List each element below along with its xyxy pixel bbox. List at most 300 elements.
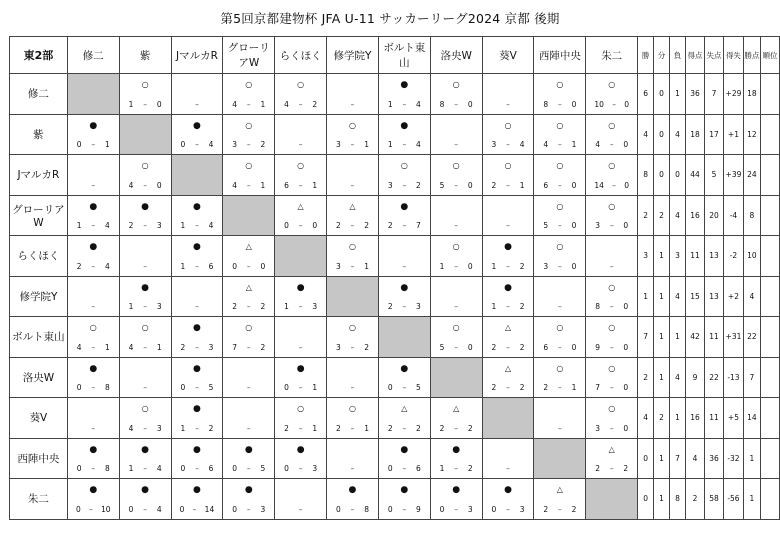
- stat-cell: 2: [686, 479, 705, 520]
- stat-cell: -56: [723, 479, 743, 520]
- score-separator: –: [143, 423, 147, 433]
- match-score: [534, 221, 585, 230]
- score-separator: –: [454, 140, 459, 149]
- stat-cell: 16: [686, 398, 705, 439]
- score-against: 0: [624, 99, 629, 109]
- stat-cell: 8: [743, 195, 760, 236]
- score-for: 14: [594, 180, 604, 190]
- match-result-cell: [67, 195, 119, 236]
- column-header-stat: 失点: [704, 37, 723, 74]
- score-against: 2: [519, 261, 525, 271]
- match-score: [534, 262, 585, 271]
- score-for: 1: [491, 261, 497, 271]
- stat-cell: 36: [704, 438, 723, 479]
- result-mark: ●: [348, 485, 357, 495]
- column-header-team: らくほく: [275, 37, 327, 74]
- score-separator: –: [557, 504, 562, 514]
- score-separator: –: [506, 140, 510, 149]
- table-row: [10, 317, 780, 358]
- match-score: [68, 262, 119, 271]
- match-result-cell: [327, 398, 379, 439]
- score-against: 1: [364, 140, 369, 149]
- result-mark: ○: [348, 120, 356, 130]
- score-against: 0: [623, 140, 629, 149]
- score-for: 1: [180, 261, 186, 271]
- match-score: [431, 181, 482, 190]
- score-separator: –: [91, 221, 96, 230]
- score-separator: –: [298, 464, 303, 473]
- result-mark: ●: [193, 201, 201, 212]
- match-score: [483, 302, 534, 311]
- score-against: 3: [519, 504, 525, 514]
- score-separator: –: [402, 504, 407, 514]
- stat-cell: 4: [638, 398, 654, 439]
- score-for: 0: [387, 464, 393, 473]
- score-against: 0: [623, 302, 629, 311]
- score-against: 0: [467, 99, 473, 109]
- stat-cell: -13: [723, 357, 743, 398]
- score-for: 2: [491, 180, 497, 190]
- score-for: 0: [128, 504, 134, 514]
- score-against: 0: [260, 261, 266, 271]
- self-match-cell: [327, 276, 379, 317]
- match-score: [483, 181, 534, 190]
- score-for: 0: [284, 383, 289, 392]
- stat-cell: +29: [723, 74, 743, 115]
- score-for: 0: [232, 464, 238, 473]
- score-separator: –: [350, 261, 355, 271]
- result-mark: △: [245, 282, 252, 292]
- score-separator: –: [609, 464, 614, 473]
- match-result-cell: [223, 398, 275, 439]
- score-separator: –: [91, 261, 96, 271]
- result-mark: ○: [297, 404, 305, 413]
- self-match-cell: [171, 155, 223, 196]
- column-header-team: JマルカR: [171, 37, 223, 74]
- stat-cell: 1: [654, 357, 670, 398]
- match-score: [327, 464, 378, 473]
- score-for: 8: [543, 99, 549, 109]
- result-mark: ○: [400, 161, 408, 170]
- score-against: 8: [104, 383, 110, 392]
- match-score: [483, 262, 534, 271]
- match-score: [172, 505, 223, 514]
- stat-cell: 18: [743, 74, 760, 115]
- score-against: 14: [204, 504, 215, 514]
- score-separator: –: [246, 180, 251, 190]
- match-score: [431, 505, 482, 514]
- row-team-name: 葵V: [10, 398, 68, 439]
- score-against: 2: [519, 383, 525, 392]
- match-score: [586, 221, 637, 230]
- row-team-name: 修学院Y: [10, 276, 68, 317]
- result-mark: ○: [89, 323, 97, 332]
- score-against: 1: [571, 140, 577, 149]
- score-separator: –: [143, 464, 147, 473]
- table-row: [10, 236, 780, 277]
- stat-cell: 36: [686, 74, 705, 115]
- score-against: 0: [623, 221, 629, 230]
- result-mark: ●: [400, 80, 409, 90]
- stat-cell: [760, 155, 779, 196]
- match-score: [223, 464, 274, 473]
- score-for: 0: [387, 383, 393, 392]
- score-separator: –: [350, 423, 355, 433]
- score-for: 2: [335, 221, 341, 230]
- match-result-cell: [275, 74, 327, 115]
- stat-cell: 4: [686, 438, 705, 479]
- score-separator: –: [454, 261, 459, 271]
- score-separator: –: [402, 140, 407, 149]
- result-mark: ○: [245, 80, 253, 89]
- match-result-cell: [119, 276, 171, 317]
- score-for: 2: [387, 221, 393, 230]
- match-result-cell: [534, 357, 586, 398]
- score-against: 3: [156, 423, 162, 433]
- score-against: 1: [364, 423, 369, 433]
- result-mark: ●: [141, 444, 150, 455]
- match-score: [172, 343, 223, 352]
- result-mark: ○: [245, 323, 253, 332]
- score-separator: –: [350, 464, 355, 473]
- match-result-cell: [586, 357, 638, 398]
- match-result-cell: [482, 195, 534, 236]
- match-result-cell: [275, 398, 327, 439]
- match-score: [68, 464, 119, 473]
- self-match-cell: [482, 398, 534, 439]
- score-for: 0: [75, 504, 81, 514]
- score-separator: –: [506, 261, 510, 271]
- score-against: 4: [104, 261, 110, 271]
- match-result-cell: [67, 317, 119, 358]
- page-title: 第5回京都建物杯 JFA U-11 サッカーリーグ2024 京都 後期: [220, 11, 560, 26]
- score-for: 0: [179, 504, 185, 514]
- match-result-cell: [534, 398, 586, 439]
- score-against: 1: [156, 342, 162, 352]
- score-separator: –: [91, 383, 96, 392]
- stat-cell: 17: [704, 114, 723, 155]
- match-result-cell: [586, 155, 638, 196]
- stat-cell: 4: [670, 357, 686, 398]
- score-for: 5: [439, 342, 445, 352]
- match-result-cell: [327, 195, 379, 236]
- score-separator: –: [143, 302, 147, 311]
- stat-cell: 5: [704, 155, 723, 196]
- match-score: [534, 343, 585, 352]
- score-for: 1: [491, 302, 497, 311]
- result-mark: ●: [296, 444, 305, 455]
- result-mark: ○: [452, 323, 460, 332]
- match-score: [379, 464, 430, 473]
- stat-cell: 1: [670, 317, 686, 358]
- score-for: 1: [180, 423, 186, 433]
- match-score: [120, 505, 171, 514]
- row-team-name: らくほく: [10, 236, 68, 277]
- result-mark: ●: [89, 120, 98, 131]
- match-score: [120, 383, 171, 392]
- result-mark: ○: [297, 161, 305, 170]
- match-score: [534, 302, 585, 311]
- stat-cell: 7: [704, 74, 723, 115]
- match-result-cell: [327, 357, 379, 398]
- match-result-cell: [378, 398, 430, 439]
- score-separator: –: [609, 140, 614, 149]
- score-separator: –: [506, 99, 510, 109]
- match-score: [68, 221, 119, 230]
- score-separator: –: [506, 180, 510, 190]
- stat-cell: [760, 195, 779, 236]
- match-result-cell: [327, 438, 379, 479]
- stat-cell: 20: [704, 195, 723, 236]
- match-result-cell: [378, 74, 430, 115]
- score-against: 1: [104, 342, 110, 352]
- match-score: [68, 140, 119, 149]
- row-team-name: ボルト東山: [10, 317, 68, 358]
- column-header-stat: 勝点: [743, 37, 760, 74]
- result-mark: ●: [89, 485, 98, 495]
- match-score: [172, 464, 223, 473]
- score-for: 5: [439, 180, 445, 190]
- score-for: 1: [128, 464, 134, 473]
- stat-cell: [760, 317, 779, 358]
- score-separator: –: [557, 342, 562, 352]
- result-mark: ●: [244, 485, 253, 495]
- result-mark: ●: [89, 363, 98, 374]
- match-result-cell: [534, 74, 586, 115]
- result-mark: ○: [141, 161, 149, 170]
- match-score: [172, 302, 223, 311]
- match-result-cell: [67, 398, 119, 439]
- match-score: [120, 343, 171, 352]
- score-separator: –: [350, 383, 355, 392]
- result-mark: ●: [400, 120, 409, 131]
- score-for: 5: [543, 221, 549, 230]
- score-separator: –: [557, 302, 562, 311]
- score-against: 4: [104, 221, 110, 230]
- result-mark: ○: [452, 242, 460, 251]
- column-header-team: 葵V: [482, 37, 534, 74]
- column-header-team: ボルト東山: [378, 37, 430, 74]
- match-score: [275, 464, 326, 473]
- stat-cell: 22: [704, 357, 723, 398]
- stat-cell: [760, 74, 779, 115]
- score-for: 0: [284, 464, 289, 473]
- score-for: 0: [180, 140, 186, 149]
- stat-cell: 7: [743, 357, 760, 398]
- match-score: [172, 262, 223, 271]
- match-score: [586, 100, 637, 109]
- match-score: [483, 100, 534, 109]
- match-score: [431, 221, 482, 230]
- stat-cell: 1: [654, 438, 670, 479]
- result-mark: ●: [89, 444, 98, 455]
- score-separator: –: [195, 423, 199, 433]
- match-result-cell: [378, 479, 430, 520]
- match-result-cell: [119, 317, 171, 358]
- stat-cell: 1: [654, 276, 670, 317]
- score-separator: –: [192, 504, 197, 514]
- result-mark: △: [504, 363, 512, 373]
- match-score: [223, 302, 274, 311]
- score-for: 0: [387, 504, 393, 514]
- score-against: 3: [156, 302, 162, 311]
- score-for: 3: [595, 423, 600, 433]
- stat-cell: 3: [670, 236, 686, 277]
- match-result-cell: [119, 357, 171, 398]
- match-score: [379, 181, 430, 190]
- match-result-cell: [119, 479, 171, 520]
- match-result-cell: [67, 155, 119, 196]
- score-for: 0: [76, 383, 82, 392]
- match-score: [431, 464, 482, 473]
- score-against: 4: [156, 464, 162, 473]
- score-separator: –: [506, 504, 510, 514]
- stat-cell: 3: [638, 236, 654, 277]
- score-against: 10: [100, 504, 111, 514]
- score-against: 7: [416, 221, 421, 230]
- score-against: 0: [571, 180, 577, 190]
- score-separator: –: [246, 423, 251, 433]
- score-separator: –: [609, 261, 614, 271]
- score-for: 6: [284, 180, 289, 190]
- result-mark: △: [453, 404, 460, 413]
- match-result-cell: [119, 438, 171, 479]
- match-score: [223, 424, 274, 433]
- match-score: [534, 140, 585, 149]
- stat-cell: 0: [654, 155, 670, 196]
- match-score: [483, 464, 534, 473]
- match-result-cell: [378, 276, 430, 317]
- score-against: 2: [467, 423, 473, 433]
- match-score: [379, 505, 430, 514]
- score-for: 4: [128, 423, 134, 433]
- match-score: [120, 262, 171, 271]
- self-match-cell: [586, 479, 638, 520]
- stat-cell: 0: [670, 155, 686, 196]
- match-result-cell: [430, 398, 482, 439]
- score-against: 1: [519, 180, 525, 190]
- score-separator: –: [143, 342, 147, 352]
- score-for: 3: [387, 180, 393, 190]
- score-for: 2: [387, 302, 393, 311]
- result-mark: ○: [556, 161, 564, 170]
- score-separator: –: [195, 342, 199, 352]
- match-score: [68, 383, 119, 392]
- column-header-team: 修二: [67, 37, 119, 74]
- match-score: [379, 383, 430, 392]
- match-result-cell: [482, 236, 534, 277]
- stat-cell: 10: [743, 236, 760, 277]
- score-separator: –: [143, 383, 147, 392]
- match-result-cell: [327, 74, 379, 115]
- match-result-cell: [67, 114, 119, 155]
- score-for: 0: [491, 504, 497, 514]
- match-result-cell: [171, 357, 223, 398]
- column-header-stat: 勝: [638, 37, 654, 74]
- score-separator: –: [402, 302, 407, 311]
- score-separator: –: [350, 221, 355, 230]
- match-result-cell: [67, 276, 119, 317]
- match-result-cell: [171, 479, 223, 520]
- score-against: 5: [208, 383, 214, 392]
- match-result-cell: [586, 236, 638, 277]
- score-for: 1: [180, 221, 186, 230]
- score-for: 3: [595, 221, 600, 230]
- result-mark: ○: [608, 80, 616, 89]
- score-against: 5: [416, 383, 421, 392]
- match-score: [68, 181, 119, 190]
- stat-cell: 42: [686, 317, 705, 358]
- score-separator: –: [350, 99, 355, 109]
- match-result-cell: [534, 195, 586, 236]
- score-against: 3: [208, 342, 214, 352]
- result-mark: ○: [348, 404, 356, 413]
- score-for: 2: [387, 423, 393, 433]
- result-mark: ●: [193, 323, 201, 333]
- match-result-cell: [275, 195, 327, 236]
- row-team-name: グローリアW: [10, 195, 68, 236]
- result-mark: ●: [504, 282, 512, 293]
- score-separator: –: [143, 261, 147, 271]
- score-separator: –: [454, 504, 459, 514]
- match-score: [120, 181, 171, 190]
- stat-cell: [760, 438, 779, 479]
- match-result-cell: [534, 114, 586, 155]
- match-score: [586, 181, 637, 190]
- match-score: [120, 221, 171, 230]
- match-result-cell: [534, 155, 586, 196]
- score-for: 4: [543, 140, 549, 149]
- stat-cell: 7: [670, 438, 686, 479]
- match-result-cell: [586, 317, 638, 358]
- result-mark: ●: [296, 282, 305, 293]
- stat-cell: 11: [704, 317, 723, 358]
- column-header-stat: 得失: [723, 37, 743, 74]
- score-against: 3: [156, 221, 162, 230]
- result-mark: ●: [193, 242, 201, 252]
- column-header-team: 紫: [119, 37, 171, 74]
- column-header-team: 西陣中央: [534, 37, 586, 74]
- score-for: 2: [595, 464, 600, 473]
- match-score: [275, 302, 326, 311]
- score-against: 0: [623, 342, 629, 352]
- score-against: 1: [364, 261, 369, 271]
- table-body: [10, 74, 780, 520]
- score-separator: –: [350, 504, 355, 514]
- score-for: 4: [232, 180, 238, 190]
- score-separator: –: [246, 464, 251, 473]
- score-for: 0: [335, 504, 341, 514]
- column-header-stat: 分: [654, 37, 670, 74]
- table-row: [10, 357, 780, 398]
- match-result-cell: [223, 236, 275, 277]
- match-result-cell: [275, 317, 327, 358]
- score-separator: –: [609, 342, 614, 352]
- match-score: [223, 140, 274, 149]
- result-mark: ●: [89, 242, 98, 252]
- match-result-cell: [430, 236, 482, 277]
- score-for: 3: [335, 342, 341, 352]
- stat-cell: +1: [723, 114, 743, 155]
- score-separator: –: [402, 221, 407, 230]
- match-score: [483, 343, 534, 352]
- score-for: 0: [76, 464, 82, 473]
- match-result-cell: [586, 398, 638, 439]
- score-against: 4: [416, 140, 421, 149]
- match-result-cell: [586, 276, 638, 317]
- match-score: [120, 302, 171, 311]
- match-score: [275, 343, 326, 352]
